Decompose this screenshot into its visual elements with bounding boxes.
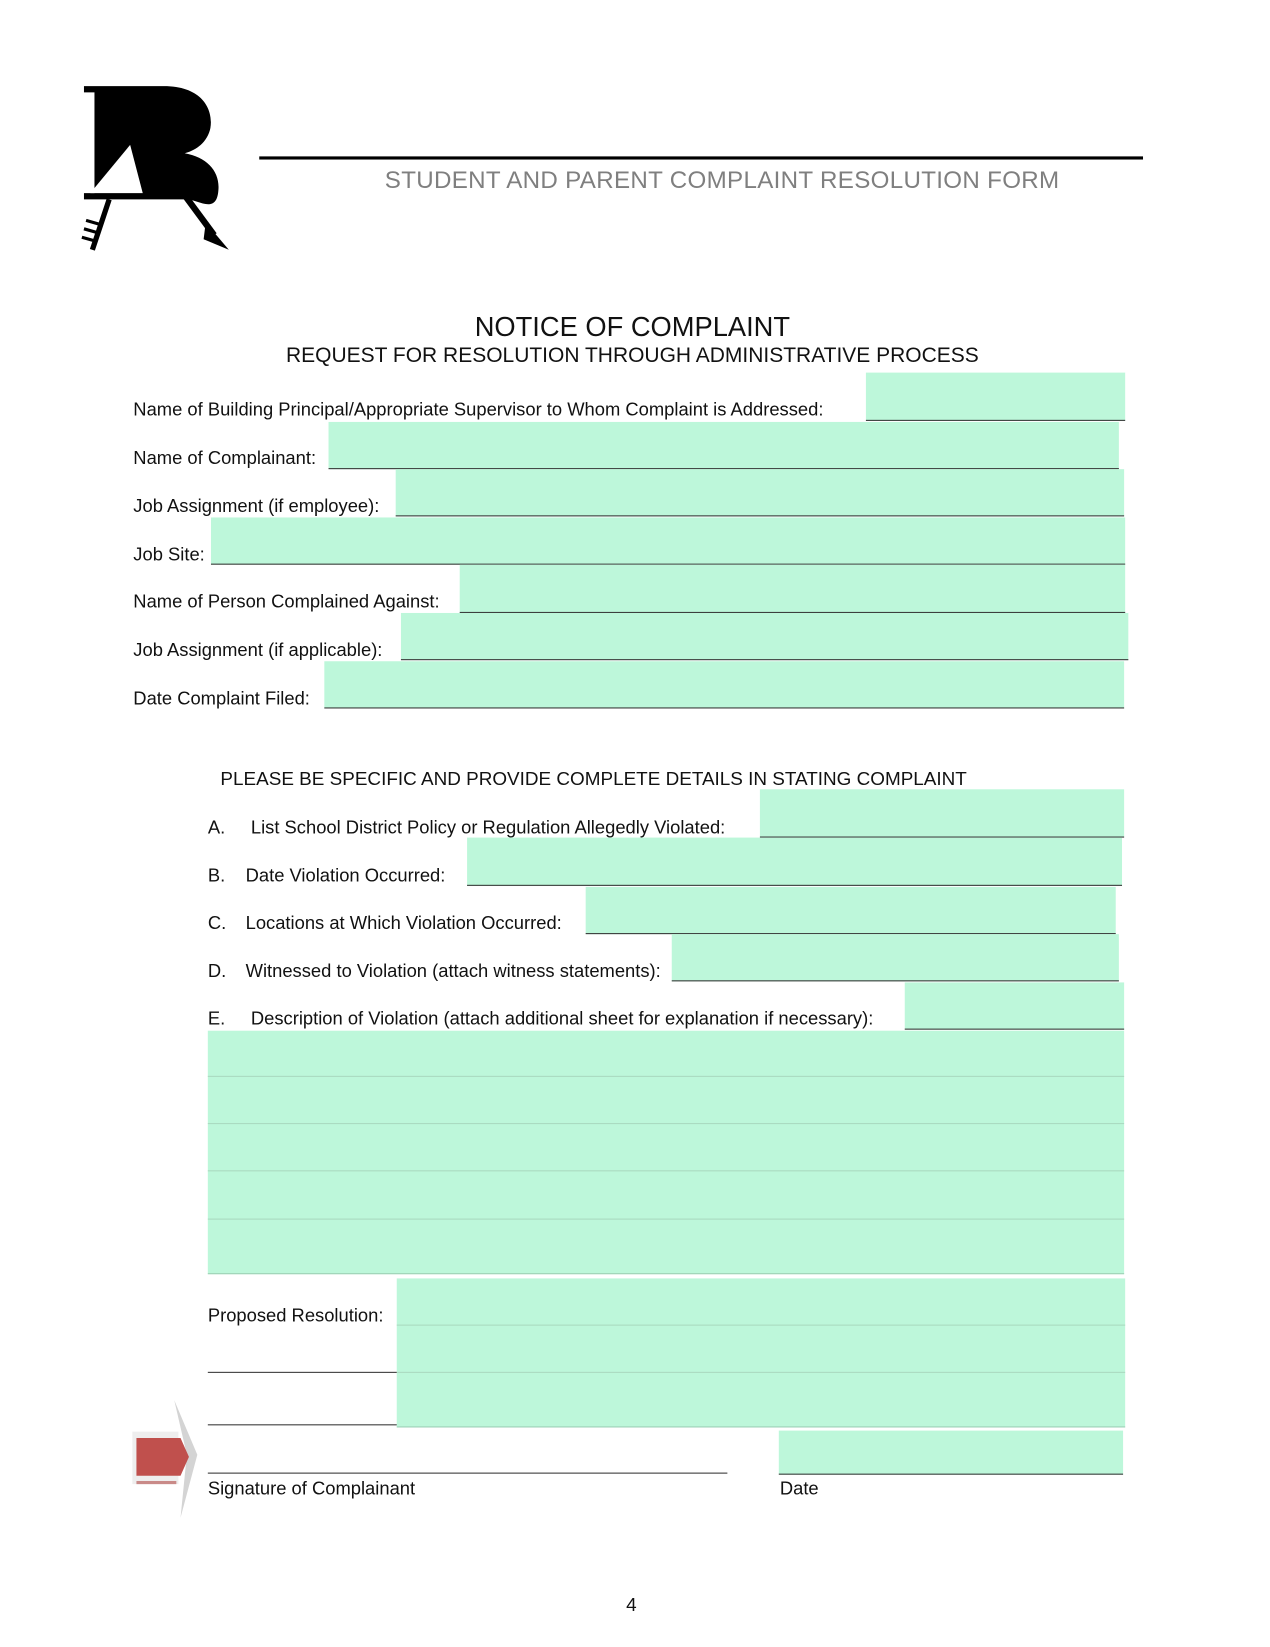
date-label: Date [779, 1477, 819, 1499]
form-header-title: STUDENT AND PARENT COMPLAINT RESOLUTION FORM [384, 165, 1060, 194]
violation-location-label: Locations at Which Violation Occurred: [245, 912, 562, 934]
violation-date-label: Date Violation Occurred: [245, 864, 446, 886]
principal-label: Name of Building Principal/Appropriate Supervisor to Whom Complaint is Addressed: [133, 398, 824, 420]
job-site-label: Job Site: [133, 543, 205, 565]
signature-date-input[interactable] [779, 1431, 1123, 1475]
notice-title: NOTICE OF COMPLAINT [474, 310, 791, 343]
description-rule [208, 1123, 1124, 1124]
complainant-input[interactable] [329, 422, 1119, 469]
job-assignment-applicable-label: Job Assignment (if applicable): [133, 639, 383, 661]
date-filed-input[interactable] [324, 661, 1124, 708]
signature-line[interactable] [208, 1473, 728, 1474]
sign-here-arrow-icon [132, 1400, 199, 1520]
policy-violated-label: List School District Policy or Regulation Allegedly Violated: [250, 816, 726, 838]
item-e-letter: E. [207, 1007, 226, 1029]
violation-location-input[interactable] [586, 887, 1116, 934]
description-textarea[interactable] [208, 1031, 1124, 1275]
resolution-underline [208, 1424, 397, 1425]
violation-date-input[interactable] [467, 838, 1122, 886]
proposed-resolution-label: Proposed Resolution: [207, 1304, 384, 1326]
job-site-input[interactable] [211, 517, 1125, 564]
item-c-letter: C. [207, 912, 227, 934]
job-assignment-applicable-input[interactable] [401, 613, 1128, 660]
page-number: 4 [626, 1594, 637, 1616]
policy-violated-input[interactable] [760, 789, 1124, 837]
item-b-letter: B. [207, 864, 226, 886]
item-a-letter: A. [207, 816, 226, 838]
resolution-underline [208, 1372, 397, 1373]
school-logo [80, 82, 233, 254]
description-first-line-input[interactable] [905, 982, 1124, 1029]
witnesses-label: Witnessed to Violation (attach witness statements): [245, 960, 661, 982]
description-rule [208, 1076, 1124, 1077]
complainant-label: Name of Complainant: [133, 447, 317, 469]
header-rule [259, 156, 1143, 159]
person-complained-label: Name of Person Complained Against: [133, 590, 440, 612]
details-heading: PLEASE BE SPECIFIC AND PROVIDE COMPLETE DETAILS IN STATING COMPLAINT [220, 768, 967, 790]
principal-input[interactable] [866, 373, 1125, 421]
description-rule [208, 1170, 1124, 1171]
description-label: Description of Violation (attach additional sheet for explanation if necessary): [250, 1007, 874, 1029]
proposed-resolution-textarea[interactable] [397, 1278, 1125, 1427]
description-rule [208, 1219, 1124, 1220]
item-d-letter: D. [207, 960, 227, 982]
resolution-rule [397, 1372, 1125, 1373]
date-filed-label: Date Complaint Filed: [133, 687, 310, 709]
notice-subtitle: REQUEST FOR RESOLUTION THROUGH ADMINISTRATIVE PROCESS [285, 344, 979, 368]
witnesses-input[interactable] [672, 934, 1119, 981]
resolution-rule [397, 1325, 1125, 1326]
person-complained-input[interactable] [460, 565, 1125, 613]
job-assignment-employee-label: Job Assignment (if employee): [133, 495, 380, 517]
signature-label: Signature of Complainant [207, 1477, 416, 1499]
job-assignment-employee-input[interactable] [396, 469, 1124, 516]
